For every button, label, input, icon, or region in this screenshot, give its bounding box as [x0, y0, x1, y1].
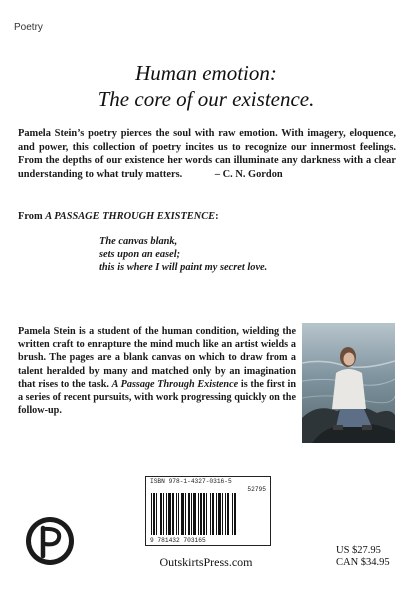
barcode-digits: 9 781432 703165	[150, 537, 206, 544]
barcode-bar	[203, 493, 205, 535]
barcode-bar	[153, 493, 155, 535]
barcode-bar	[234, 493, 236, 535]
genre-label: Poetry	[14, 22, 43, 33]
barcode-bar	[181, 493, 184, 535]
barcode-bar	[172, 493, 174, 535]
barcode-bar	[212, 493, 214, 535]
poem-line: The canvas blank,	[99, 236, 178, 247]
blurb-text: Pamela Stein’s poetry pierces the soul with raw emotion. With imagery, eloquence, and power, this collection of poetry incites us to recognize our innermost feelings. From the depths of our existence her words can illuminate any darkness with a clear understanding to what truly matters.	[18, 128, 396, 180]
author-photo	[302, 323, 395, 443]
price-code: 52795	[247, 486, 266, 493]
isbn-text: ISBN 978-1-4327-0316-5	[150, 478, 232, 485]
barcode-bar	[216, 493, 217, 535]
excerpt-from-label: From	[18, 211, 43, 222]
excerpt-book-title: A PASSAGE THROUGH EXISTENCE	[45, 211, 216, 222]
author-photo-image	[302, 323, 395, 443]
bio-book-title: A Passage Through Existence	[111, 378, 239, 390]
barcode-bar	[232, 493, 233, 535]
poem-line: sets upon an easel;	[99, 249, 181, 260]
barcode-bar	[156, 493, 157, 535]
poem-excerpt	[99, 235, 399, 274]
barcode-bar	[151, 493, 152, 535]
title-line-1: Human emotion:	[135, 61, 277, 85]
barcode-bar	[178, 493, 179, 535]
bio-text-2: is the first in a series of recent pursuits, with work progressing quickly on the follow-up.	[18, 378, 296, 417]
publisher-website: OutskirtsPress.com	[159, 555, 253, 569]
barcode-bar	[210, 493, 211, 535]
barcode-bars	[150, 493, 266, 535]
bio-text-1: Pamela Stein is a student of the human condition, wielding the written craft to enrapture the mind much like an artist wields a brush. The pages are a blank canvas on which to draw from a talent heralded by many and matched only by an imagination that rises to the task.	[18, 326, 296, 390]
barcode-bar	[222, 493, 223, 535]
barcode-bar	[166, 493, 167, 535]
barcode-bar	[185, 493, 186, 535]
barcode-bar	[193, 493, 196, 535]
barcode-bar	[163, 493, 164, 535]
barcode-bar	[168, 493, 171, 535]
excerpt-source	[18, 211, 219, 222]
us-price: US $27.95	[336, 545, 381, 556]
barcode-bar	[188, 493, 190, 535]
barcode-bar	[200, 493, 202, 535]
barcode-bar	[160, 493, 162, 535]
poem-line: this is where I will paint my secret love.	[99, 262, 268, 273]
barcode-bar	[225, 493, 226, 535]
barcode	[145, 476, 271, 546]
excerpt-colon: :	[215, 211, 219, 222]
barcode-bar	[227, 493, 229, 535]
blurb-attribution: – C. N. Gordon	[214, 168, 283, 180]
barcode-bar	[198, 493, 199, 535]
review-blurb	[18, 127, 396, 181]
author-bio	[18, 325, 296, 417]
title-line-2: The core of our existence.	[97, 87, 315, 111]
barcode-bar	[191, 493, 192, 535]
barcode-bar	[206, 493, 207, 535]
can-price: CAN $34.95	[336, 557, 390, 568]
barcode-bar	[176, 493, 177, 535]
barcode-bar	[218, 493, 221, 535]
